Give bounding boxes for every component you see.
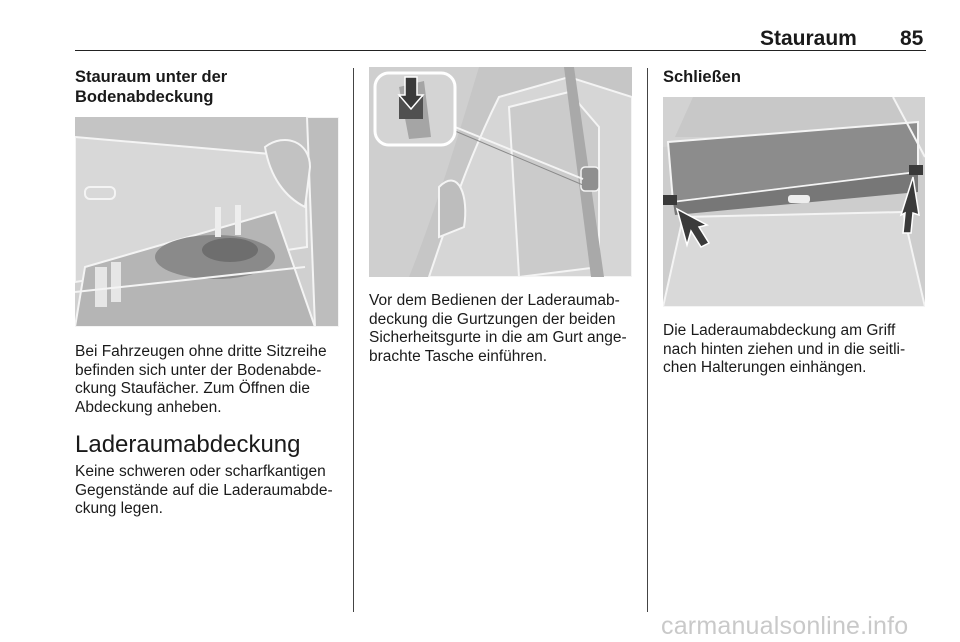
illustration-underfloor-storage bbox=[75, 117, 339, 327]
paragraph-seatbelt-instruction: Vor dem Bedienen der Laderaumab- deckung die Gurtzungen der beiden Sicherheitsgurte in die am Gurt ange- brachte Tasche einführen. bbox=[369, 292, 627, 365]
paragraph-cover-warning: Keine schweren oder scharfkantigen Gegenstände auf die Laderaumabde- ckung legen. bbox=[75, 463, 333, 517]
illustration-seatbelt-pocket bbox=[369, 67, 632, 277]
column-divider-1 bbox=[353, 68, 354, 612]
section-title-storage-under-floor: Stauraum unter der Bodenabdeckung bbox=[75, 68, 228, 106]
page-header-title: Stauraum bbox=[760, 27, 857, 50]
watermark-text: carmanualsonline.info bbox=[661, 612, 909, 640]
paragraph-closing-instruction: Die Laderaumabdeckung am Griff nach hinten ziehen und in die seitli- chen Halterungen einhängen. bbox=[663, 322, 906, 376]
column-divider-2 bbox=[647, 68, 648, 612]
section-title-closing: Schließen bbox=[663, 68, 741, 86]
page-number: 85 bbox=[900, 27, 924, 50]
illustration-cover-closing bbox=[663, 97, 925, 307]
heading-load-compartment-cover: Laderaumabdeckung bbox=[75, 431, 301, 458]
header-divider bbox=[75, 50, 926, 51]
paragraph-storage-compartments: Bei Fahrzeugen ohne dritte Sitzreihe befinden sich unter der Bodenabde- ckung Staufächer. Zum Öffnen die Abdeckung anheben. bbox=[75, 343, 327, 416]
